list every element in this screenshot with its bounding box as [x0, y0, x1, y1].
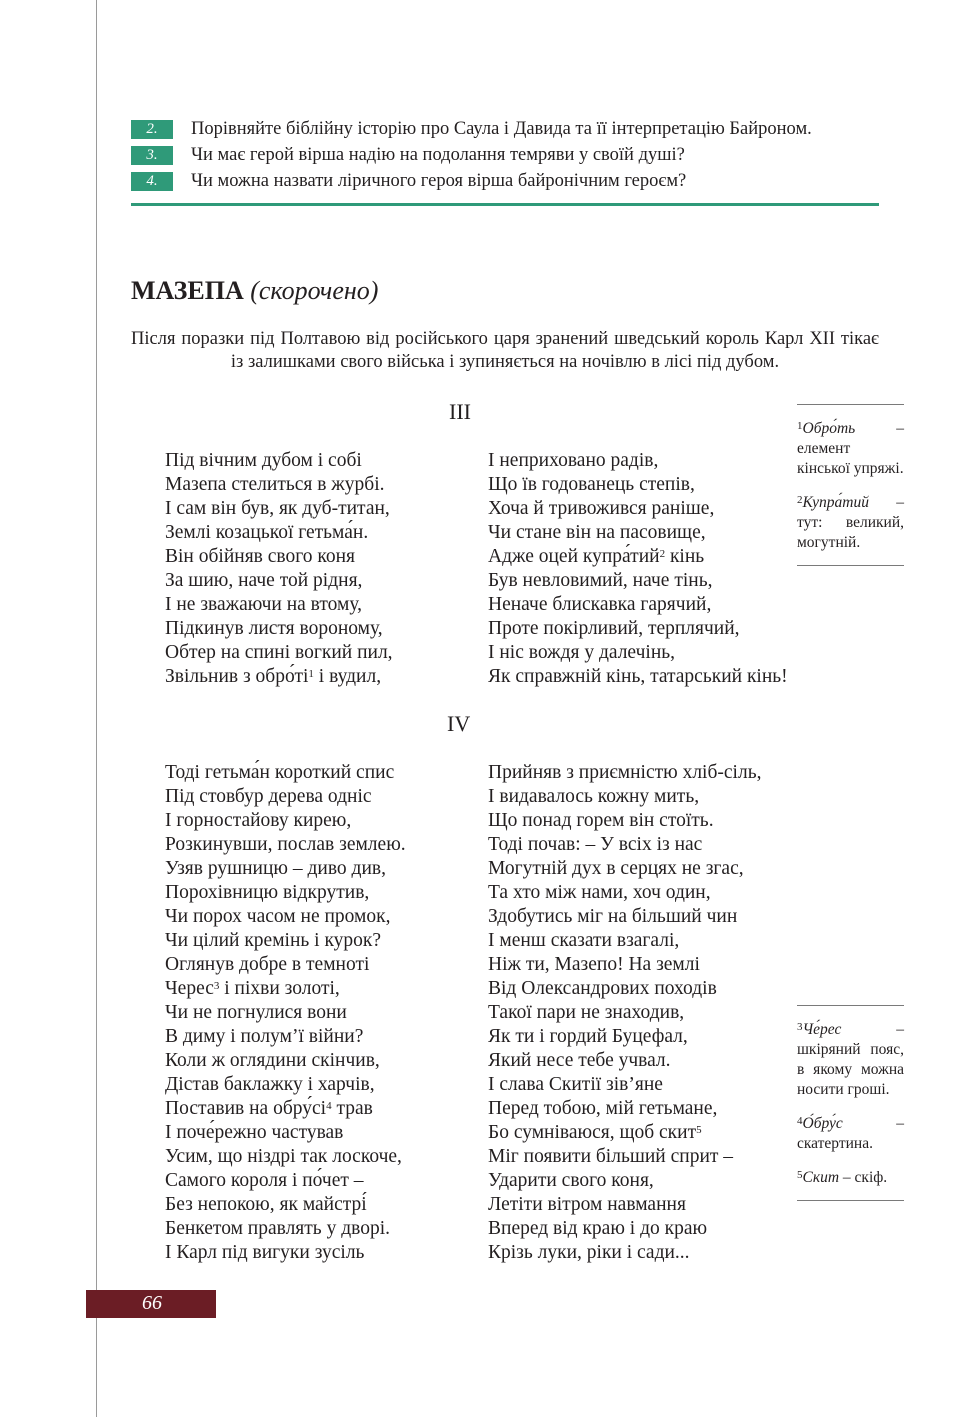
page-number-badge	[86, 1290, 216, 1318]
poem-line-text: і піхви золоті,	[219, 978, 340, 999]
question-item	[131, 142, 881, 168]
poem-line-text: Ніж ти, Мазепо! На землі	[488, 954, 700, 975]
footnote	[797, 419, 904, 479]
poem-line	[488, 833, 761, 857]
poem-line-text: Був невловимий, наче тінь,	[488, 570, 713, 591]
poem-line	[165, 545, 393, 569]
poem-line-text: Та хто між нами, хоч один,	[488, 882, 711, 903]
poem-line	[165, 641, 393, 665]
poem-line	[165, 785, 406, 809]
poem-line-text: Дістав баклажку і харчів,	[165, 1074, 375, 1095]
question-number-badge: 4.	[131, 172, 173, 191]
poem-line	[488, 905, 761, 929]
poem-line-text: Без непокою, як майстрі́	[165, 1194, 367, 1215]
poem-line	[488, 1145, 761, 1169]
poem-line	[488, 785, 761, 809]
footnote-marker: 3	[213, 980, 220, 992]
footnote-term: Скит	[802, 1169, 840, 1186]
footnote-term: О́бру́с	[802, 1115, 843, 1132]
poem-line-text: Порохівницю відкрутив,	[165, 882, 370, 903]
poem-line-text: В диму і полум’ї війни?	[165, 1026, 364, 1047]
poem-line-text: Тоді гетьма́н короткий спис	[165, 762, 395, 783]
footnote-marker: 4	[797, 1115, 803, 1127]
poem-intro: Після поразки під Полтавою від російського царя зранений шведський король Карл ХІІ тікає із залишками свого війська і зупиняється на ночівлю в лісі під дубом.	[131, 329, 879, 372]
poem-line	[488, 929, 761, 953]
poem-line-text: кінь	[665, 546, 705, 567]
poem-line	[165, 1001, 406, 1025]
footnote-definition: – елемент кінської упряжі.	[797, 420, 904, 477]
stanza-left-column	[165, 449, 393, 689]
poem-line	[488, 593, 788, 617]
poem-line-text: Як справжній кінь, татарський кінь!	[488, 666, 788, 687]
question-item	[131, 116, 881, 142]
stanza-right-column	[488, 449, 788, 689]
footnote	[797, 1114, 904, 1154]
poem-line	[165, 497, 393, 521]
poem-line-text: Самого короля і по́чет –	[165, 1170, 364, 1191]
poem-line	[488, 1097, 761, 1121]
poem-line	[488, 545, 788, 569]
poem-line	[488, 857, 761, 881]
stanza-right-column	[488, 761, 761, 1265]
poem-line	[488, 1073, 761, 1097]
poem-line-text: Поставив на обру́сі	[165, 1098, 327, 1119]
poem-line	[488, 617, 788, 641]
poem-line-text: Він обійняв свого коня	[165, 546, 356, 567]
footnote-marker: 1	[797, 420, 803, 432]
poem-line-text: Підкинув листя вороному,	[165, 618, 383, 639]
poem-line	[488, 977, 761, 1001]
poem-line-text: Землі козацької гетьма́н.	[165, 522, 369, 543]
poem-line-text: І ніс вождя у далечінь,	[488, 642, 676, 663]
footnotes-bottom	[797, 1005, 904, 1201]
footnote	[797, 493, 904, 553]
footnote-marker: 4	[326, 1100, 332, 1112]
poem-line	[488, 1169, 761, 1193]
section-divider	[131, 203, 879, 206]
poem-line-text: Який несе тебе учвал.	[488, 1050, 671, 1071]
section-number: ІІІ	[449, 399, 471, 424]
poem-line-text: Мазепа стелиться в журбі.	[165, 474, 385, 495]
poem-line-text: Могутній дух в серцях не згас,	[488, 858, 744, 879]
poem-line-text: Оглянув добре в темноті	[165, 954, 370, 975]
poem-line-text: Ударити свого коня,	[488, 1170, 654, 1191]
poem-line	[488, 473, 788, 497]
poem-title	[131, 276, 378, 306]
poem-line	[165, 1241, 406, 1265]
poem-line-text: Бо сумніваюся, щоб скит	[488, 1122, 697, 1143]
poem-line-text: Прийняв з приємністю хліб-сіль,	[488, 762, 762, 783]
poem-line-text: Як ти і гордий Буцефал,	[488, 1026, 688, 1047]
footnote-marker: 2	[659, 548, 666, 560]
questions-list	[131, 116, 881, 194]
poem-line-text: І менш сказати взагалі,	[488, 930, 680, 951]
poem-line	[165, 929, 406, 953]
poem-line-text: Під стовбур дерева одніс	[165, 786, 372, 807]
footnote-marker: 2	[797, 494, 803, 506]
poem-line-text: Адже оцей купра́тий	[488, 546, 660, 567]
poem-line-text: Розкинувши, послав землею.	[165, 834, 406, 855]
poem-line	[488, 665, 788, 689]
poem-line-text: І слава Скитії зів’яне	[488, 1074, 663, 1095]
footnote-marker: 3	[797, 1021, 803, 1033]
poem-line	[165, 1025, 406, 1049]
footnote-definition: – тут: великий, могутній.	[797, 494, 904, 551]
poem-line-text: Чи порох часом не промок,	[165, 906, 391, 927]
poem-line	[488, 1241, 761, 1265]
poem-line	[165, 809, 406, 833]
poem-line	[488, 1049, 761, 1073]
poem-line	[165, 1097, 406, 1121]
poem-line-text: Обтер на спині вогкий пил,	[165, 642, 393, 663]
stanza-left-column	[165, 761, 406, 1265]
poem-line	[488, 449, 788, 473]
poem-line-text: Такої пари не знаходив,	[488, 1002, 685, 1023]
poem-line-text: Перед тобою, мій гетьмане,	[488, 1098, 718, 1119]
footnote	[797, 1020, 904, 1100]
poem-line-text: Неначе блискавка гарячий,	[488, 594, 712, 615]
poem-line-text: Чи не погнулися вони	[165, 1002, 347, 1023]
poem-line	[488, 641, 788, 665]
poem-line	[165, 473, 393, 497]
poem-line-text: Усим, що ніздрі так лоскоче,	[165, 1146, 402, 1167]
footnote-marker: 5	[797, 1169, 803, 1181]
poem-line	[488, 569, 788, 593]
poem-line-text: Від Олександрових походів	[488, 978, 717, 999]
poem-line	[488, 761, 761, 785]
poem-line-text: І видавалось кожну мить,	[488, 786, 700, 807]
poem-line	[488, 1121, 761, 1145]
poem-line-text: Черес	[165, 978, 214, 999]
poem-line	[488, 953, 761, 977]
poem-line	[488, 809, 761, 833]
poem-line-text: Чи стане він на пасовище,	[488, 522, 706, 543]
poem-line-text: Узяв рушницю – диво див,	[165, 858, 386, 879]
poem-line-text: І поче́режно частував	[165, 1122, 344, 1143]
poem-line-text: Вперед від краю і до краю	[488, 1218, 708, 1239]
footnote-rule	[797, 1005, 904, 1006]
poem-line-text: Міг появити більший сприт –	[488, 1146, 734, 1167]
question-text: Порівняйте біблійну історію про Саула і Давида та її інтерпретацію Байроном.	[191, 119, 812, 139]
footnote-term: Купра́тий	[802, 494, 869, 511]
poem-line	[488, 881, 761, 905]
poem-line	[165, 905, 406, 929]
question-text: Чи має герой вірша надію на подолання темряви у своїй душі?	[191, 145, 685, 165]
poem-line-text: трав	[331, 1098, 373, 1119]
poem-line	[488, 1001, 761, 1025]
footnote-marker: 1	[308, 668, 314, 680]
poem-title-main: МАЗЕПА	[131, 276, 244, 305]
poem-line-text: Коли ж оглядини скінчив,	[165, 1050, 380, 1071]
footnotes-top	[797, 404, 904, 566]
poem-line	[165, 1121, 406, 1145]
poem-line	[165, 665, 393, 689]
poem-line-text: і вудил,	[313, 666, 382, 687]
poem-line	[165, 1049, 406, 1073]
poem-line	[165, 569, 393, 593]
poem-line	[165, 881, 406, 905]
poem-line	[165, 593, 393, 617]
footnote-marker: 5	[696, 1124, 702, 1136]
footnote-definition: – скатертина.	[797, 1115, 904, 1152]
poem-line-text: Звільнив з обро́ті	[165, 666, 309, 687]
poem-line	[488, 1217, 761, 1241]
page-number: 66	[142, 1292, 162, 1314]
footnote-rule	[797, 1200, 904, 1201]
poem-line	[165, 1217, 406, 1241]
question-item	[131, 168, 881, 194]
poem-line	[165, 1169, 406, 1193]
poem-line-text: Чи цілий кремінь і курок?	[165, 930, 382, 951]
section-number: IV	[447, 711, 471, 736]
poem-line-text: Під вічним дубом і собі	[165, 450, 362, 471]
poem-line	[165, 1193, 406, 1217]
footnote-definition: – скіф.	[839, 1169, 888, 1186]
poem-line-text: Проте покірливий, терплячий,	[488, 618, 740, 639]
poem-line-text: І неприховано радів,	[488, 450, 659, 471]
poem-line-text: Крізь луки, ріки і сади...	[488, 1242, 690, 1263]
poem-line-text: І не зважаючи на втому,	[165, 594, 363, 615]
footnote-term: Че́рес	[802, 1021, 842, 1038]
poem-title-subtitle: (скорочено)	[250, 276, 379, 305]
poem-line	[165, 1145, 406, 1169]
poem-line	[165, 449, 393, 473]
poem-line	[488, 1025, 761, 1049]
poem-line	[165, 1073, 406, 1097]
question-number-badge: 3.	[131, 146, 173, 165]
footnote	[797, 1168, 904, 1188]
question-text: Чи можна назвати ліричного героя вірша байронічним героєм?	[191, 171, 687, 191]
poem-line-text: Що понад горем він стоїть.	[488, 810, 714, 831]
poem-line-text: Тоді почав: – У всіх із нас	[488, 834, 703, 855]
poem-line-text: І Карл під вигуки зусіль	[165, 1242, 365, 1263]
footnote-rule	[797, 565, 904, 566]
poem-line	[165, 761, 406, 785]
page-margin-line	[96, 0, 97, 1417]
poem-line	[165, 977, 406, 1001]
footnote-rule	[797, 404, 904, 405]
poem-line-text: Що їв годованець степів,	[488, 474, 695, 495]
poem-line	[488, 521, 788, 545]
footnote-term: Обро́ть	[802, 420, 856, 437]
poem-line	[165, 953, 406, 977]
poem-line-text: І горностайову кирею,	[165, 810, 352, 831]
poem-line	[488, 497, 788, 521]
poem-line	[488, 1193, 761, 1217]
poem-line	[165, 521, 393, 545]
poem-line	[165, 857, 406, 881]
poem-line-text: Хоча й тривожився раніше,	[488, 498, 715, 519]
footnote-definition: – шкіряний пояс, в якому можна носити гроші.	[797, 1021, 904, 1098]
poem-line-text: За шию, наче той рідня,	[165, 570, 363, 591]
question-number-badge: 2.	[131, 120, 173, 139]
poem-line-text: Бенкетом правлять у дворі.	[165, 1218, 390, 1239]
poem-line-text: Летіти вітром навмання	[488, 1194, 686, 1215]
poem-line	[165, 833, 406, 857]
poem-line-text: І сам він був, як дуб-титан,	[165, 498, 390, 519]
poem-line	[165, 617, 393, 641]
poem-line-text: Здобутись міг на більший чин	[488, 906, 738, 927]
